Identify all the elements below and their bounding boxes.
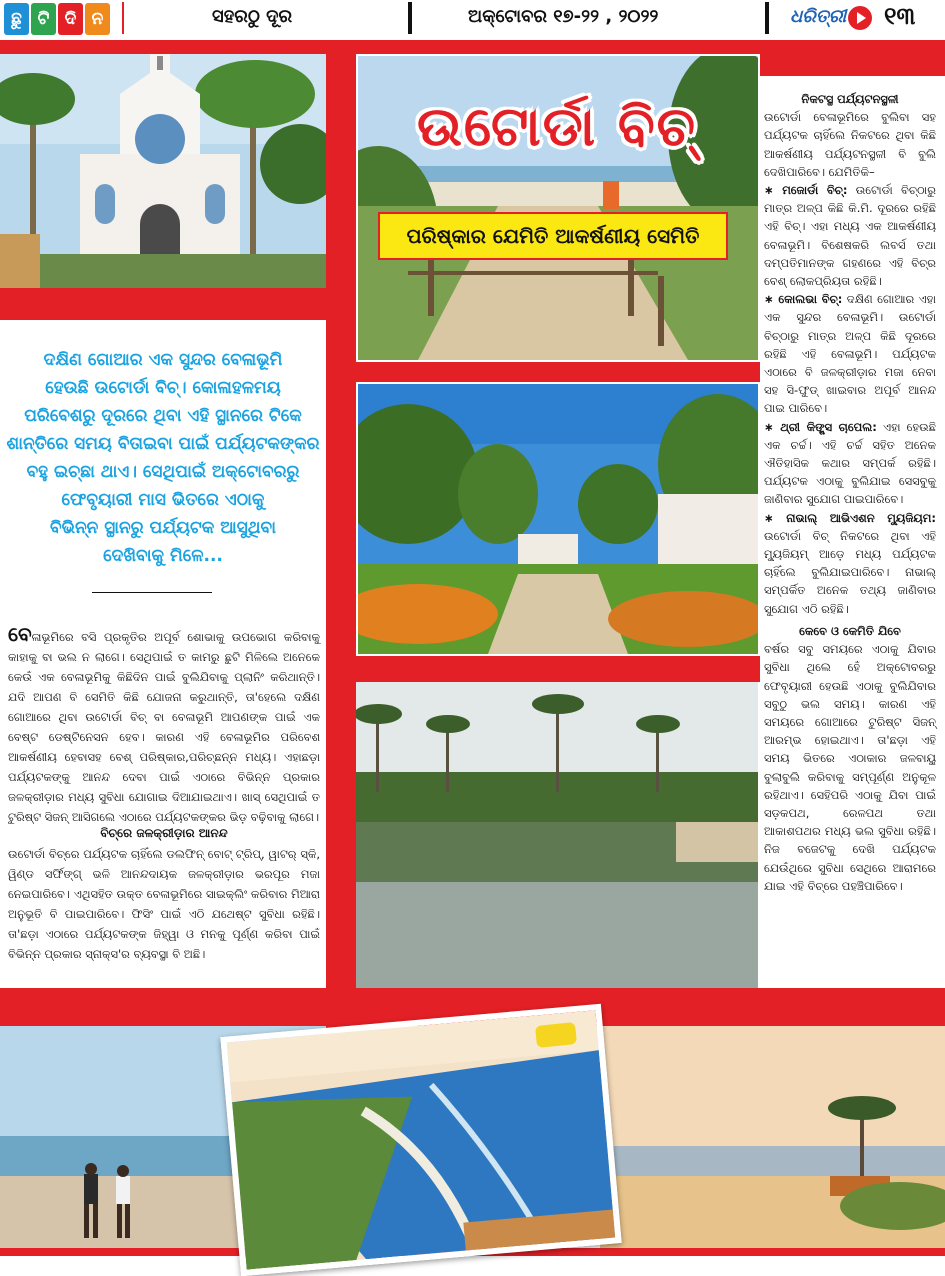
divider-rule bbox=[92, 592, 212, 593]
intro-line: ଦକ୍ଷିଣ ଗୋଆର ଏକ ସୁନ୍ଦର ବେଳାଭୂମି bbox=[43, 350, 283, 370]
place-item bbox=[764, 509, 936, 618]
body-paragraph bbox=[8, 624, 320, 827]
red-band-between-photos-2 bbox=[356, 656, 760, 682]
play-arrow-icon bbox=[848, 6, 872, 30]
red-band-right-top bbox=[760, 54, 945, 76]
place-name: ∗ ମଜୋର୍ଡା ବିଚ୍: bbox=[764, 183, 848, 198]
intro-line: ବହୁ ଇଚ୍ଛା ଥାଏ। ସେଥିପାଇଁ ଅକ୍ଟୋବରରୁ bbox=[26, 462, 300, 482]
logo-tile-2: ଟି bbox=[31, 3, 56, 35]
intro-block bbox=[0, 338, 326, 588]
intro-line: ହେଉଛି ଉଟୋର୍ଡା ବିଚ୍। କୋଳାହଳମୟ bbox=[45, 378, 281, 398]
place-name: ∗ ଥ୍ରୀ କିଙ୍ଗ୍ସ ଚାପେଲ: bbox=[764, 419, 877, 434]
watersports-paragraph: ଉଟୋର୍ଡା ବିଚ୍‌ରେ ପର୍ଯ୍ୟଟକ ଚାହିଁଲେ ଡଲଫିନ୍ ବୋଟ୍ ଟ୍ରିପ୍, ୱାଟର୍ ସ୍କି, ୱିଣ୍ଡ ସର୍ଫିଙ୍ଗ୍ ଭଳି ଆନନ୍ଦଦାୟକ ଜଳକ୍ରୀଡ଼ାର ଭରପୂର ମଜା ନେଇପାରିବେ। ଏଥିସହିତ ଉକ୍ତ ବେଳାଭୂମିରେ ସାଇକ୍ଲିଂ କରିବାର ମିଆରା ଅନୁଭୂତି ବି ପାଇପାରିବେ। ଫିସିଂ ପାଇଁ ଏଠି ଯଥେଷ୍ଟ ସୁବିଧା ରହିଛି। ତା'ଛଡ଼ା ଏଠାରେ ପର୍ଯ୍ୟଟକଙ୍କ ଜିହ୍ୱା ଓ ମନକୁ ପୂର୍ଣ୍ଣ କରିବା ପାଇଁ ବିଭିନ୍ନ ପ୍ରକାର ସ୍ନାକ୍ସ'ର ବ୍ୟବସ୍ଥା ବି ଅଛି। bbox=[8, 847, 320, 961]
sidebar-column bbox=[764, 90, 936, 895]
logo-tile-3: ଦି bbox=[58, 3, 83, 35]
when-text: ବର୍ଷର ସବୁ ସମୟରେ ଏଠାକୁ ଯିବାର ସୁବିଧା ଥିଲେ ହେଁ ଅକ୍ଟୋବରରୁ ଫେବୃୟାରୀ ହେଉଛି ଏଠାକୁ ବୁଲିଯିବାର ସବୁଠୁ ଭଲ ସମୟ। କାରଣ ଏହି ସମୟରେ ଗୋଆରେ ଟୁରିଷ୍ଟ ସିଜନ୍ ଆରମ୍ଭ ହୋଇଥାଏ। ତା'ଛଡ଼ା ଏହି ସମୟ ଭିତରେ ଏଠାକାର ଜଳବାୟୁ ବୁଲାବୁଲି କରିବାକୁ ସମ୍ପୂର୍ଣ୍ଣ ଅନୁକୂଳ ରହିଥାଏ। ସେହିପରି ଏଠାକୁ ଯିବା ପାଇଁ ସଡ଼କପଥ, ରେଳପଥ ତଥା ଆକାଶପଥର ମଧ୍ୟ ଭଲ ସୁବିଧା ରହିଛି। ନିଜ ବଜେଟକୁ ଦେଖି ପର୍ଯ୍ୟଟକ ଯେଉଁଥିରେ ସୁବିଧା ସେଥିରେ ଆରାମରେ ଯାଇ ଏହି ବିଚ୍‌ରେ ପହଞ୍ଚିପାରିବେ। bbox=[764, 642, 936, 893]
place-text: ଉଟୋର୍ଡା ବିଚ୍ ନିକଟରେ ଥିବା ଏହି ମ୍ୟୁଜିୟମ୍ ଆଡ଼େ ମଧ୍ୟ ପର୍ଯ୍ୟଟକ ଚାହିଁଲେ ବୁଲିଯାଇପାରିବେ। ନାଭାଲ୍ ସମ୍ପର୍କିତ ଅନେକ ତଥ୍ୟ ଜାଣିବାର ସୁଯୋଗ ଏଠି ରହିଛି। bbox=[764, 528, 936, 616]
place-text: ଉଟୋର୍ଡା ବିଚ୍‌ଠାରୁ ମାତ୍ର ଅଳ୍ପ କିଛି କି.ମି. ଦୂରରେ ରହିଛି ଏହି ବିଚ୍। ଏହା ମଧ୍ୟ ଏକ ଆକର୍ଷଣୀୟ ବେଳାଭୂମି। ବିଶେଷକରି ଲବର୍ସ ତଥା ଦମ୍ପତିମାନଙ୍କ ଗହଣରେ ଏହି ବିଚ୍‌ର ବେଶ୍ ଲୋକପ୍ରିୟତା ରହିଛି। bbox=[764, 183, 937, 289]
lagoon-photo bbox=[356, 682, 758, 988]
church-photo bbox=[0, 54, 326, 288]
article-title: ଉଟୋର୍ଡା ବିଚ୍ bbox=[416, 95, 698, 158]
resort-garden-photo bbox=[358, 384, 758, 654]
intro-line: ପରିବେଶରୁ ଦୂରରେ ଥିବା ଏହି ସ୍ଥାନରେ ଟିକେ bbox=[24, 406, 302, 426]
place-item bbox=[764, 181, 936, 290]
intro-line: ବିଭିନ୍ନ ସ୍ଥାନରୁ ପର୍ଯ୍ୟଟକ ଆସୁଥିବା bbox=[49, 518, 276, 538]
brand-name: ଧରିତ୍ରୀ bbox=[790, 6, 847, 27]
logo-tile-4: ନ bbox=[85, 3, 110, 35]
place-name: ∗ କୋଲଭା ବିଚ୍: bbox=[764, 292, 843, 307]
place-item bbox=[764, 418, 936, 509]
issue-date: ଅକ୍ଟୋବର ୧୭-୨୨ , ୨୦୨୨ bbox=[468, 6, 659, 27]
intro-line: ଶାନ୍ତିରେ ସମୟ ବିତାଇବା ପାଇଁ ପର୍ଯ୍ୟଟକଙ୍କର bbox=[6, 434, 320, 454]
logo-tile-1: ଛୁ bbox=[4, 3, 29, 35]
page-header bbox=[0, 0, 945, 38]
section-title: ସହରଠୁ ଦୂର bbox=[212, 6, 293, 27]
page-number: ୧୩ bbox=[884, 2, 916, 30]
intro-line: ଦେଖିବାକୁ ମିଳେ... bbox=[103, 546, 223, 566]
place-name: ∗ ନାଭାଲ୍ ଆଭିଏଶନ ମ୍ୟୁଜିୟମ: bbox=[764, 510, 936, 525]
red-band-vertical-mid bbox=[326, 320, 356, 1030]
article-subtitle: ପରିଷ୍କାର ଯେମିତି ଆକର୍ଷଣୀୟ ସେମିତି bbox=[378, 212, 728, 260]
drop-cap: ବେ bbox=[8, 622, 32, 646]
red-band-top bbox=[0, 40, 945, 54]
sunset-beach-photo bbox=[600, 1026, 945, 1248]
header-separator bbox=[765, 2, 769, 34]
header-separator bbox=[122, 2, 124, 34]
body-text: ଳାଭୂମିରେ ବସି ପ୍ରକୃତିର ଅପୂର୍ବ ଶୋଭାକୁ ଉପଭୋଗ କରିବାକୁ କାହାକୁ ବା ଭଲ ନ ଲାଗେ। ସେଥିପାଇଁ ତ କାମରୁ ଛୁଟି ମିଳିଲେ ଅନେକେ କେଉଁ ଏକ ବେଳାଭୂମିକୁ କିଛିଦିନ ପାଇଁ ବୁଲିଯିବାକୁ ପ୍ଲାନିଂ କରିଥାନ୍ତି। ଯଦି ଆପଣ ବି ସେମିତି କିଛି ଯୋଜନା କରୁଥାନ୍ତି, ତା'ହେଲେ ଦକ୍ଷିଣ ଗୋଆରେ ଥିବା ଉଟୋର୍ଡା ବିଚ୍ ବା ବେଳାଭୂମି ଆପଣଙ୍କ ପାଇଁ ଏକ ବେଷ୍ଟ ଡେଷ୍ଟିନେସନ ହେବ। କାରଣ ଏହି ବେଳାଭୂମିର ପରିବେଶ ଆକର୍ଷଣୀୟ ହେବାସହ ବେଶ୍ ପରିଷ୍କାର,ପରିଚ୍ଛନ୍ନ ମଧ୍ୟ। ଏହାଛଡ଼ା ପର୍ଯ୍ୟଟକଙ୍କୁ ଆନନ୍ଦ ଦେବା ପାଇଁ ଏଠାରେ ବିଭିନ୍ନ ପ୍ରକାର ଜଳକ୍ରୀଡ଼ାର ମଧ୍ୟ ସୁବିଧା ଯୋଗାଇ ଦିଆଯାଇଥାଏ। ଖାସ୍ ସେଥିପାଇଁ ତ ଟୁରିଷ୍ଟ ସିଜନ୍ ଆସିଗଲେ ଏଠାରେ ପର୍ଯ୍ୟଟକଙ୍କର ଭିଡ଼ ବଢ଼ିବାକୁ ଲାଗେ। bbox=[8, 630, 320, 824]
header-separator bbox=[408, 2, 412, 34]
nearby-intro: ଉଟୋର୍ଡା ବେଳାଭୂମିରେ ବୁଲିବା ସହ ପର୍ଯ୍ୟଟକ ଚାହିଁଲେ ନିକଟରେ ଥିବା କିଛି ଆକର୍ଷଣୀୟ ପର୍ଯ୍ୟଟନସ୍ଥଳୀ ବି ବୁଲି ଦେଖିପାରିବେ। ଯେମିତିକି– bbox=[764, 110, 936, 179]
red-band-under-church bbox=[0, 288, 356, 320]
place-text: ଦକ୍ଷିଣ ଗୋଆର ଏହା ଏକ ସୁନ୍ଦର ବେଳାଭୂମି। ଉଟୋର୍ଡା ବିଚ୍‌ଠାରୁ ମାତ୍ର ଅଳ୍ପ କିଛି ଦୂରରେ ରହିଛି ଏହି ବେଳାଭୂମି। ପର୍ଯ୍ୟଟକ ଏଠାରେ ବି ଜଳକ୍ରୀଡ଼ାର ମଜା ନେବା ସହ ସି-ଫୁଡ୍ ଖାଇବାର ଅପୂର୍ବ ଆନନ୍ଦ ପାଇ ପାରିବେ। bbox=[764, 292, 936, 416]
red-band-between-photos-1 bbox=[356, 362, 760, 382]
when-heading: କେବେ ଓ କେମିତି ଯିବେ bbox=[799, 623, 901, 638]
place-item bbox=[764, 290, 936, 417]
place-text: ଏହା ହେଉଛି ଏକ ଚର୍ଚ୍ଚ। ଏହି ଚର୍ଚ୍ଚ ସହିତ ଅନେକ ଐତିହାସିକ କଥାର ସମ୍ପର୍କ ରହିଛି। ପର୍ଯ୍ୟଟକ ଏଠାକୁ ବୁଲିଯାଇ ସେସବୁକୁ ଜାଣିବାର ସୁଯୋଗ ପାଇପାରିବେ। bbox=[764, 419, 936, 507]
goa-sticker-icon bbox=[535, 1022, 577, 1048]
watersports-heading: ବିଚ୍‌ରେ ଜଳକ୍ରୀଡ଼ାର ଆନନ୍ଦ bbox=[100, 826, 228, 840]
nearby-heading: ନିକଟସ୍ଥ ପର୍ଯ୍ୟଟନସ୍ଥଳୀ bbox=[801, 92, 899, 106]
intro-line: ଫେବୃୟାରୀ ମାସ ଭିତରେ ଏଠାକୁ bbox=[61, 490, 265, 510]
